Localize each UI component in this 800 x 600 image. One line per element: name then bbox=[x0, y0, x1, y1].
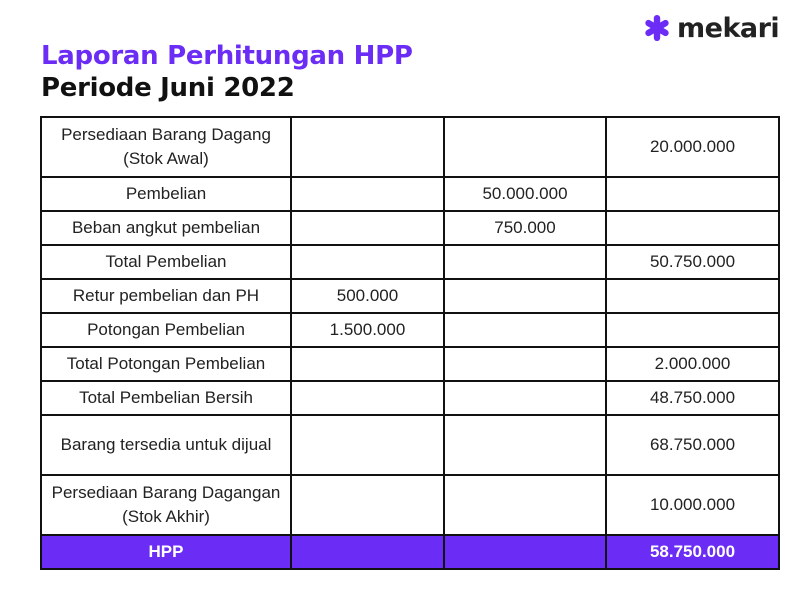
table-cell: 50.750.000 bbox=[606, 245, 779, 279]
table-cell: 2.000.000 bbox=[606, 347, 779, 381]
table-cell bbox=[606, 313, 779, 347]
table-cell bbox=[444, 313, 606, 347]
row-label: Persediaan Barang Dagang (Stok Awal) bbox=[41, 117, 291, 177]
row-label: Persediaan Barang Dagangan (Stok Akhir) bbox=[41, 475, 291, 535]
table-cell bbox=[606, 279, 779, 313]
table-row bbox=[41, 279, 779, 313]
row-label: Potongan Pembelian bbox=[41, 313, 291, 347]
table-row bbox=[41, 381, 779, 415]
table-cell bbox=[291, 347, 444, 381]
table-cell bbox=[291, 211, 444, 245]
table-cell bbox=[291, 535, 444, 569]
table-cell: 20.000.000 bbox=[606, 117, 779, 177]
table-cell bbox=[444, 415, 606, 475]
row-label: Barang tersedia untuk dijual bbox=[41, 415, 291, 475]
table-row bbox=[41, 211, 779, 245]
table-cell: 50.000.000 bbox=[444, 177, 606, 211]
hpp-table bbox=[40, 116, 780, 570]
table-cell bbox=[291, 475, 444, 535]
report-period: Periode Juni 2022 bbox=[41, 73, 295, 103]
table-cell bbox=[606, 177, 779, 211]
brand-name: mekari bbox=[677, 12, 780, 44]
mekari-logo bbox=[643, 14, 779, 42]
table-cell bbox=[444, 475, 606, 535]
table-cell bbox=[444, 535, 606, 569]
total-label: HPP bbox=[41, 535, 291, 569]
table-cell: 48.750.000 bbox=[606, 381, 779, 415]
report-title: Laporan Perhitungan HPP bbox=[41, 41, 413, 71]
row-label: Pembelian bbox=[41, 177, 291, 211]
table-cell: 500.000 bbox=[291, 279, 444, 313]
table-row bbox=[41, 475, 779, 535]
table-row bbox=[41, 415, 779, 475]
table-cell: 750.000 bbox=[444, 211, 606, 245]
title-block bbox=[41, 40, 413, 104]
table-row bbox=[41, 313, 779, 347]
row-label: Total Potongan Pembelian bbox=[41, 347, 291, 381]
table-cell bbox=[291, 117, 444, 177]
table-cell bbox=[291, 177, 444, 211]
table-cell bbox=[291, 381, 444, 415]
table-row bbox=[41, 347, 779, 381]
table-cell bbox=[444, 245, 606, 279]
table-cell bbox=[291, 415, 444, 475]
table-row bbox=[41, 245, 779, 279]
total-row bbox=[41, 535, 779, 569]
table-cell bbox=[291, 245, 444, 279]
row-label: Total Pembelian bbox=[41, 245, 291, 279]
table-cell: 68.750.000 bbox=[606, 415, 779, 475]
table-cell: 1.500.000 bbox=[291, 313, 444, 347]
table-cell bbox=[444, 347, 606, 381]
table-cell: 10.000.000 bbox=[606, 475, 779, 535]
table-row bbox=[41, 117, 779, 177]
asterisk-icon bbox=[643, 14, 671, 42]
table-cell bbox=[444, 117, 606, 177]
table-cell bbox=[444, 279, 606, 313]
table-row bbox=[41, 177, 779, 211]
table-cell bbox=[606, 211, 779, 245]
total-value: 58.750.000 bbox=[606, 535, 779, 569]
row-label: Retur pembelian dan PH bbox=[41, 279, 291, 313]
table-cell bbox=[444, 381, 606, 415]
row-label: Beban angkut pembelian bbox=[41, 211, 291, 245]
row-label: Total Pembelian Bersih bbox=[41, 381, 291, 415]
